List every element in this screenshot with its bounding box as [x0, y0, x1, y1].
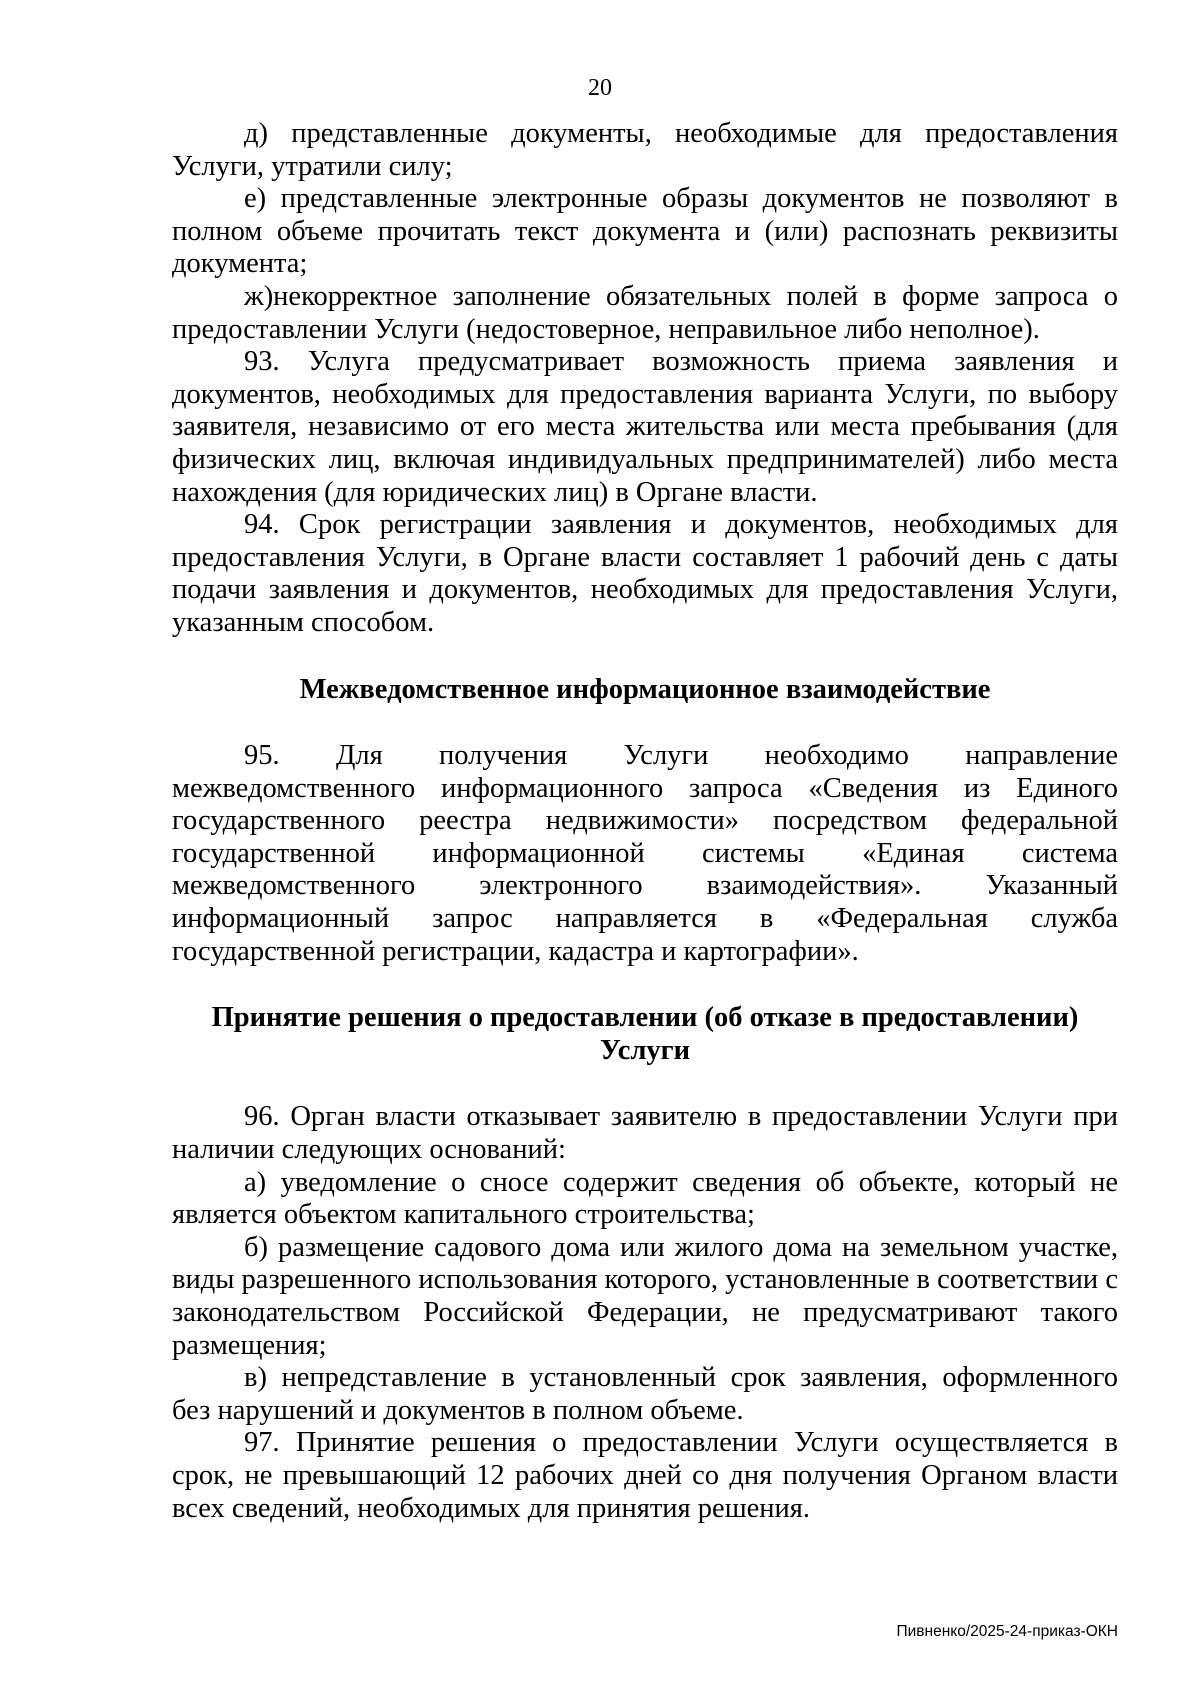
paragraph-95: 95. Для получения Услуги необходимо направление межведомственного информационного запроса «Сведения из Единого государственного реестра недвижимости» посредством федеральной государственной информационной системы «Единая система межведомственного электронного взаимодействия». Указанный информационный запрос направляется в «Федеральная служба государственной регистрации, кадастра и картографии». [172, 740, 1118, 967]
page-number: 20 [588, 75, 612, 101]
paragraph-zh: ж)некорректное заполнение обязательных полей в форме запроса о предоставлении Услуги (недостоверное, неправильное либо неполное). [172, 280, 1118, 345]
paragraph-96: 96. Орган власти отказывает заявителю в предоставлении Услуги при наличии следующих оснований: [172, 1101, 1118, 1166]
paragraph-93: 93. Услуга предусматривает возможность приема заявления и документов, необходимых для предоставления варианта Услуги, по выбору заявителя, независимо от его места жительства или места пребывания (для физических лиц, включая индивидуальных предпринимателей) либо места нахождения (для юридических лиц) в Органе власти. [172, 346, 1118, 508]
section-heading-decision-line-2: Услуги [599, 1034, 691, 1066]
paragraph-96-a: а) уведомление о сносе содержит сведения об объекте, который не является объектом капитального строительства; [172, 1166, 1118, 1231]
section-heading-interagency: Межведомственное информационное взаимодействие [299, 673, 991, 705]
paragraph-e: е) представленные электронные образы документов не позволяют в полном объеме прочитать текст документа и (или) распознать реквизиты документа; [172, 183, 1118, 280]
paragraph-96-b: б) размещение садового дома или жилого дома на земельном участке, виды разрешенного использования которого, установленные в соответствии с законодательством Российской Федерации, не предусматривают такого размещения; [172, 1231, 1118, 1361]
document-body [172, 118, 1118, 1525]
paragraph-97: 97. Принятие решения о предоставлении Услуги осуществляется в срок, не превышающий 12 рабочих дней со дня получения Органом власти всех сведений, необходимых для принятия решения. [172, 1427, 1118, 1524]
section-heading-decision [172, 1002, 1118, 1067]
footer-document-code: Пивненко/2025-24-приказ-ОКН [896, 1623, 1118, 1640]
paragraph-96-v: в) непредставление в установленный срок заявления, оформленного без нарушений и документов в полном объеме. [172, 1362, 1118, 1426]
section-heading-decision-line-1: Принятие решения о предоставлении (об отказе в предоставлении) [211, 1002, 1079, 1034]
paragraph-94: 94. Срок регистрации заявления и документов, необходимых для предоставления Услуги, в Органе власти составляет 1 рабочий день с даты подачи заявления и документов, необходимых для предоставления Услуги, указанным способом. [172, 509, 1118, 638]
paragraph-d: д) представленные документы, необходимые для предоставления Услуги, утратили силу; [172, 118, 1118, 182]
